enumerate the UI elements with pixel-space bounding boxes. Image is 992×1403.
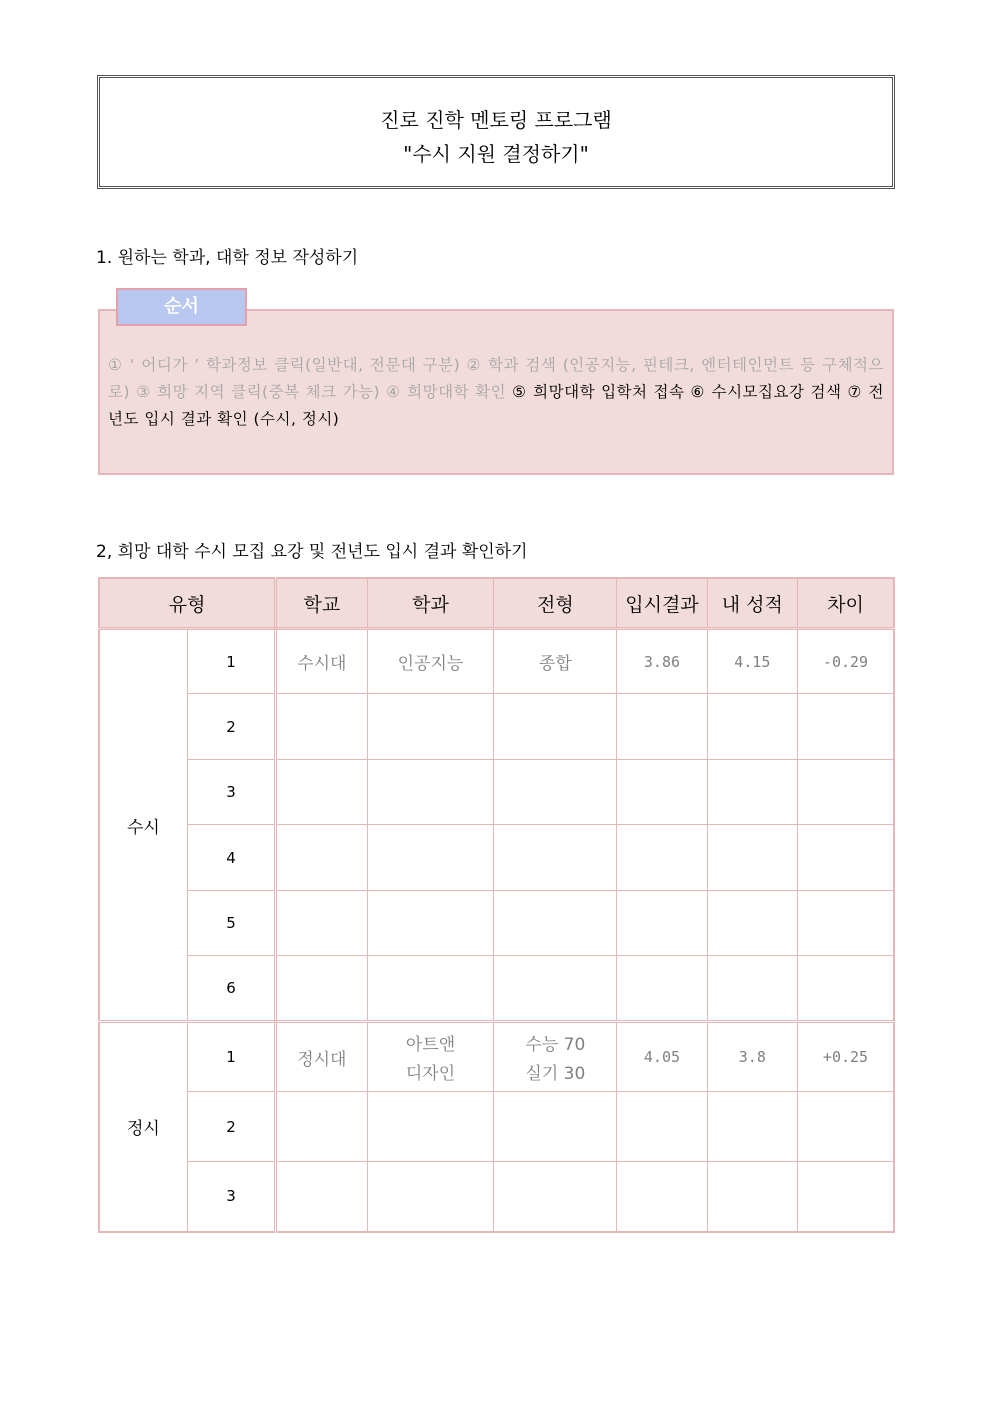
school-cell[interactable] [276, 1162, 367, 1232]
jeongsi-label: 정시 [99, 1022, 187, 1232]
program-title: 진로 진학 멘토링 프로그램 [380, 108, 612, 132]
order-steps-completed: ① ‘ 어디가 ’ 학과정보 클릭(일반대, 전문대 구분) ② 학과 검색 (인공지능, 핀테크, 엔터테인먼트 등 구체적으로) ③ 희망 지역 클릭(중복 체크 가능) ④ 희망대학 확인 [108, 356, 884, 401]
admission-type-line: 실기 30 [525, 1064, 586, 1084]
result-cell[interactable] [617, 1092, 707, 1162]
table-header-row [99, 578, 894, 629]
header-admission-type: 전형 [494, 578, 617, 629]
row-number: 1 [187, 1022, 275, 1092]
section1-heading: 1. 원하는 학과, 대학 정보 작성하기 [96, 248, 359, 268]
susi-label: 수시 [99, 629, 187, 1022]
header-result: 입시결과 [617, 578, 707, 629]
my-grade-cell[interactable]: 3.8 [707, 1022, 797, 1092]
row-number: 4 [187, 825, 275, 891]
table-row [99, 1022, 894, 1092]
admission-table [98, 577, 895, 1233]
result-cell[interactable] [617, 891, 707, 956]
dept-cell[interactable] [367, 1162, 494, 1232]
header-my-grade: 내 성적 [707, 578, 797, 629]
school-cell[interactable] [276, 1092, 367, 1162]
diff-cell[interactable] [798, 760, 895, 825]
row-number: 3 [187, 1162, 275, 1232]
admission-type-line: 수능 70 [525, 1035, 586, 1055]
header-school: 학교 [276, 578, 367, 629]
result-cell[interactable] [617, 956, 707, 1022]
header-type: 유형 [99, 578, 276, 629]
dept-cell[interactable]: 인공지능 [367, 629, 494, 694]
school-cell[interactable] [276, 694, 367, 760]
school-cell[interactable]: 정시대 [276, 1022, 367, 1092]
result-cell[interactable] [617, 694, 707, 760]
admission-type-cell[interactable] [494, 1092, 617, 1162]
row-number: 2 [187, 1092, 275, 1162]
dept-cell[interactable] [367, 1092, 494, 1162]
order-steps [108, 352, 884, 433]
my-grade-cell[interactable] [707, 956, 797, 1022]
dept-cell[interactable] [367, 1022, 494, 1092]
order-steps-remaining: ⑤ 희망대학 입학처 접속 ⑥ 수시모집요강 검색 ⑦ 전년도 입시 결과 확인 (수시, 정시) [108, 383, 884, 428]
table-row [99, 956, 894, 1022]
table-row [99, 891, 894, 956]
diff-cell[interactable] [798, 1092, 895, 1162]
result-cell[interactable] [617, 825, 707, 891]
table-row [99, 825, 894, 891]
title-box [97, 75, 895, 189]
admission-type-cell[interactable] [494, 825, 617, 891]
admission-type-cell[interactable] [494, 760, 617, 825]
table-row [99, 694, 894, 760]
section2-heading: 2, 희망 대학 수시 모집 요강 및 전년도 입시 결과 확인하기 [96, 542, 528, 562]
my-grade-cell[interactable]: 4.15 [707, 629, 797, 694]
my-grade-cell[interactable] [707, 1162, 797, 1232]
dept-cell[interactable] [367, 825, 494, 891]
header-dept: 학과 [367, 578, 494, 629]
row-number: 2 [187, 694, 275, 760]
diff-cell[interactable] [798, 825, 895, 891]
row-number: 1 [187, 629, 275, 694]
dept-cell[interactable] [367, 891, 494, 956]
admission-type-cell[interactable] [494, 891, 617, 956]
school-cell[interactable]: 수시대 [276, 629, 367, 694]
table-row [99, 760, 894, 825]
diff-cell[interactable] [798, 1162, 895, 1232]
admission-type-cell[interactable] [494, 956, 617, 1022]
diff-cell[interactable] [798, 891, 895, 956]
result-cell[interactable]: 4.05 [617, 1022, 707, 1092]
row-number: 6 [187, 956, 275, 1022]
admission-type-cell[interactable]: 종합 [494, 629, 617, 694]
my-grade-cell[interactable] [707, 825, 797, 891]
dept-line: 아트앤 [405, 1035, 456, 1055]
result-cell[interactable] [617, 760, 707, 825]
dept-line: 디자인 [405, 1064, 456, 1084]
diff-cell[interactable] [798, 956, 895, 1022]
row-number: 3 [187, 760, 275, 825]
diff-cell[interactable]: +0.25 [798, 1022, 895, 1092]
school-cell[interactable] [276, 891, 367, 956]
admission-type-cell[interactable] [494, 1162, 617, 1232]
school-cell[interactable] [276, 825, 367, 891]
dept-cell[interactable] [367, 694, 494, 760]
table-row [99, 1092, 894, 1162]
table-row [99, 1162, 894, 1232]
header-diff: 차이 [798, 578, 895, 629]
result-cell[interactable]: 3.86 [617, 629, 707, 694]
my-grade-cell[interactable] [707, 694, 797, 760]
row-number: 5 [187, 891, 275, 956]
diff-cell[interactable]: -0.29 [798, 629, 895, 694]
my-grade-cell[interactable] [707, 760, 797, 825]
diff-cell[interactable] [798, 694, 895, 760]
dept-cell[interactable] [367, 956, 494, 1022]
order-tag: 순서 [116, 288, 247, 326]
program-subtitle: "수시 지원 결정하기" [403, 142, 589, 166]
my-grade-cell[interactable] [707, 891, 797, 956]
admission-type-cell[interactable] [494, 1022, 617, 1092]
my-grade-cell[interactable] [707, 1092, 797, 1162]
dept-cell[interactable] [367, 760, 494, 825]
school-cell[interactable] [276, 760, 367, 825]
result-cell[interactable] [617, 1162, 707, 1232]
table-row [99, 629, 894, 694]
admission-type-cell[interactable] [494, 694, 617, 760]
school-cell[interactable] [276, 956, 367, 1022]
